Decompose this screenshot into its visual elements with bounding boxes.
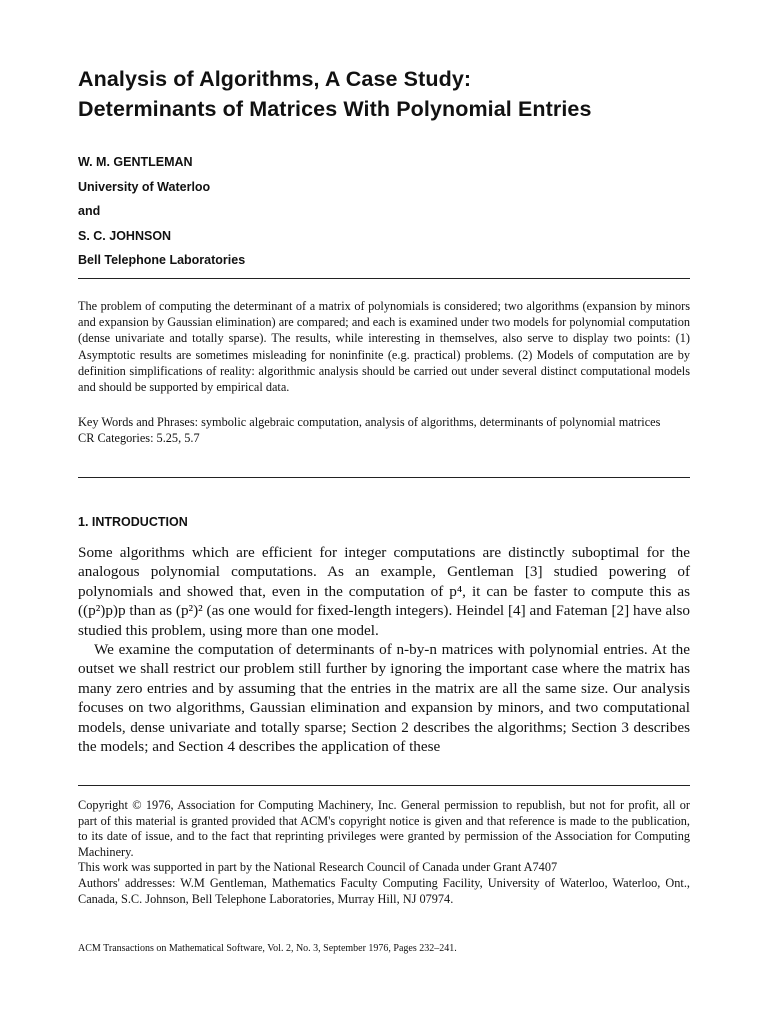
section-heading: 1. INTRODUCTION (78, 515, 188, 529)
abstract (78, 298, 690, 397)
author-1-affiliation: University of Waterloo (78, 179, 211, 194)
author-2-affiliation: Bell Telephone Laboratories (78, 253, 246, 267)
top-rule (78, 278, 690, 279)
title-line-1: Analysis of Algorithms, A Case Study: (78, 67, 472, 91)
intro-paragraph-1: Some algorithms which are efficient for integer computations are distinctly suboptimal for the analogous polynomial computations. As an example, Gentleman [3] studied powering of polynomials and showed that, even in the computation of p⁴, it can be faster to compute this as ((p²)p)p than as (p²)² (as one would for fixed-length integers). Heindel [4] and Fateman [2] have also studied this problem, using more than one model. (78, 544, 690, 639)
abstract-text: The problem of computing the determinant of a matrix of polynomials is considered; two algorithms (expansion by minors and expansion by Gaussian elimination) are compared; and each is examined under two models for polynomial computation (dense univariate and totally sparse). The results, while interesting in themselves, also serve to display two points: (1) Asymptotic results are sometimes misleading for noninfinite (e.g. practical) problems. (2) Models of computation are by definition simplifications of reality: algorithmic analysis should be carried out under several distinct computational models and should be supported by empirical data. (78, 299, 690, 395)
introduction-body (78, 543, 690, 756)
abstract-bottom-rule (78, 477, 690, 478)
title-line-2: Determinants of Matrices With Polynomial Entries (78, 97, 592, 121)
cr-categories: CR Categories: 5.25, 5.7 (78, 431, 200, 446)
journal-citation: ACM Transactions on Mathematical Software, Vol. 2, No. 3, September 1976, Pages 232–241. (78, 943, 457, 954)
author-1-name: W. M. GENTLEMAN (78, 155, 193, 169)
funding-note: This work was supported in part by the National Research Council of Canada under Grant A7407 (78, 860, 558, 875)
author-block (78, 150, 690, 273)
author-2-name: S. C. JOHNSON (78, 228, 172, 243)
author-addresses: Authors' addresses: W.M Gentleman, Mathematics Faculty Computing Facility, University of Waterloo, Waterloo, Ont., Canada, S.C. Johnson, Bell Telephone Laboratories, Murray Hill, NJ 07974. (78, 875, 690, 906)
footnote-rule (78, 785, 690, 786)
footnote-block (78, 798, 690, 907)
copyright-notice: Copyright © 1976, Association for Computing Machinery, Inc. General permission to republish, but not for profit, all or part of this material is granted provided that ACM's copyright notice is given and that reference is made to the publication, to its date of issue, and to the fact that reprinting privileges were granted by permission of the Association for Computing Machinery. (78, 798, 690, 859)
keywords: Key Words and Phrases: symbolic algebraic computation, analysis of algorithms, determinants of polynomial matrices (78, 415, 661, 429)
intro-paragraph-2: We examine the computation of determinants of n-by-n matrices with polynomial entries. At the outset we shall restrict our problem still further by ignoring the important case where the matrix has many zero entries and by assuming that the entries in the matrix are all the same size. Our analysis focuses on two algorithms, Gaussian elimination and expansion by minors, and two computational models, dense univariate and totally sparse; Section 2 describes the algorithms; Section 3 describes the models; and Section 4 describes the application of these (78, 641, 690, 756)
keywords-block (78, 414, 690, 446)
author-conjunction: and (78, 204, 101, 218)
paper-title (78, 64, 690, 124)
